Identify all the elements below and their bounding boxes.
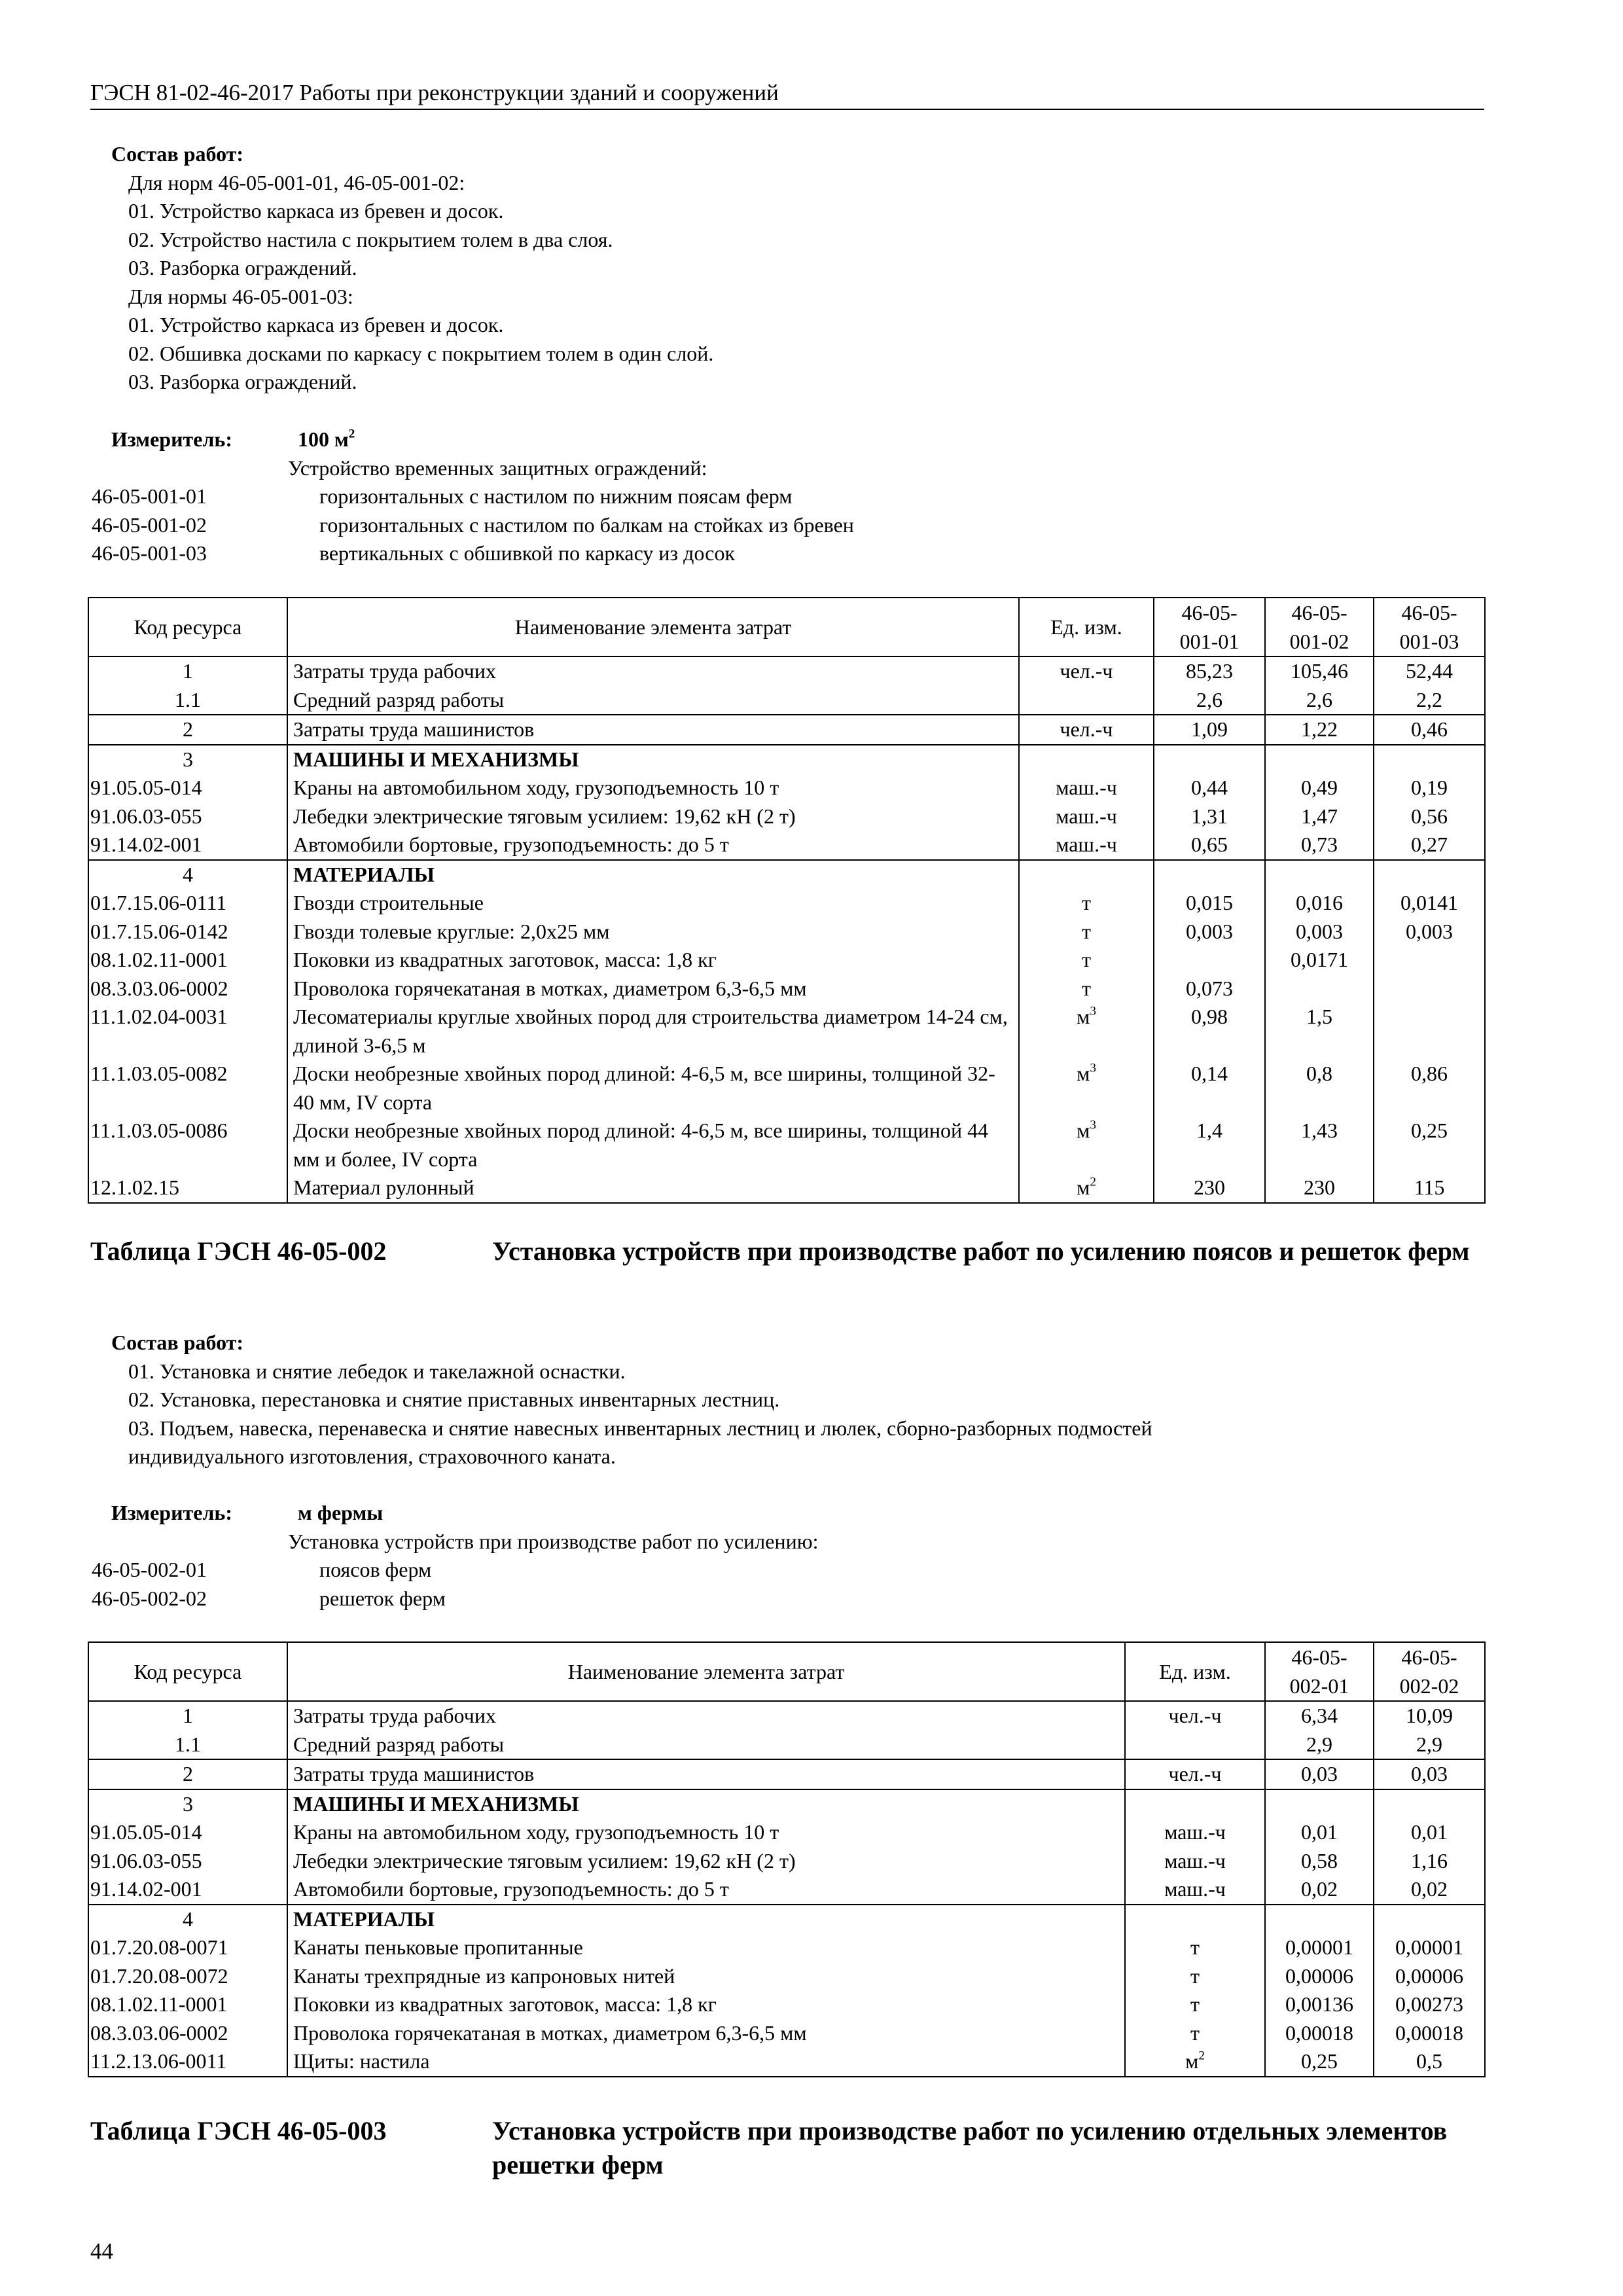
norm-value: 0,0171 (1265, 946, 1374, 975)
col-header: Код ресурса (88, 598, 287, 656)
norm-value: 105,46 (1265, 656, 1374, 686)
col-header: Наименование элемента затрат (287, 598, 1019, 656)
resource-code: 91.05.05-014 (88, 774, 287, 802)
norm-value: 0,03 (1374, 1759, 1485, 1789)
table-row (88, 1905, 1485, 1934)
norm-value: 0,8 (1265, 1060, 1374, 1117)
resource-name: Краны на автомобильном ходу, грузоподъемность 10 т (287, 1818, 1125, 1847)
work-composition-title: Состав работ: (111, 1331, 244, 1354)
norm-value (1374, 975, 1485, 1003)
norm-value (1374, 1003, 1485, 1060)
running-header: ГЭСН 81-02-46-2017 Работы при реконструкции зданий и сооружений (90, 77, 1484, 110)
resource-unit: чел.-ч (1019, 656, 1154, 686)
norm-value: 1,47 (1265, 802, 1374, 831)
resource-name: Автомобили бортовые, грузоподъемность: до 5 т (287, 831, 1019, 860)
resource-code: 01.7.15.06-0142 (88, 918, 287, 946)
norm-value: 1,43 (1265, 1117, 1374, 1174)
measure-label: Измеритель: (111, 1501, 232, 1524)
table-row (88, 1117, 1485, 1174)
col-header: Ед. изм. (1125, 1642, 1265, 1701)
col-header: 46-05- 002-02 (1374, 1642, 1485, 1701)
work-line: 02. Обшивка досками по каркасу с покрытием толем в один слой. (128, 341, 714, 365)
resource-unit: т (1125, 1990, 1265, 2019)
resource-unit (1125, 1789, 1265, 1819)
norm-value: 0,00006 (1265, 1962, 1374, 1991)
work-composition-2 (111, 1329, 1152, 1471)
resource-unit: т (1019, 918, 1154, 946)
table-title: Установка устройств при производстве работ по усилению отдельных элементов решетки ферм (492, 2116, 1448, 2179)
resource-unit (1125, 1905, 1265, 1934)
resource-code: 11.1.03.05-0086 (88, 1117, 287, 1174)
resource-code: 1.1 (88, 1731, 287, 1760)
norm-value: 1,31 (1154, 802, 1265, 831)
resource-name: Лебедки электрические тяговым усилием: 19,62 кН (2 т) (287, 1847, 1125, 1876)
resource-code: 1.1 (88, 686, 287, 715)
table-row (88, 975, 1485, 1003)
table-row (88, 831, 1485, 860)
measure-description: Устройство временных защитных ограждений: (288, 456, 707, 480)
resource-unit (1019, 860, 1154, 889)
resource-name: Затраты труда рабочих (287, 1701, 1125, 1731)
resource-name: Доски необрезные хвойных пород длиной: 4-6,5 м, все ширины, толщиной 32-40 мм, IV сорта (287, 1060, 1019, 1117)
work-line: Для нормы 46-05-001-03: (128, 284, 353, 308)
resource-code: 91.14.02-001 (88, 1875, 287, 1905)
resource-name: МАШИНЫ И МЕХАНИЗМЫ (287, 745, 1019, 774)
table-row (88, 2047, 1485, 2077)
table-row (88, 860, 1485, 889)
norm-value (1374, 860, 1485, 889)
resource-code: 12.1.02.15 (88, 1174, 287, 1203)
table-row (88, 715, 1485, 745)
resource-unit (1019, 745, 1154, 774)
norm-value: 0,00001 (1374, 1933, 1485, 1962)
norm-value: 0,86 (1374, 1060, 1485, 1117)
norm-value (1374, 946, 1485, 975)
resource-unit (1019, 686, 1154, 715)
norm-text: решеток ферм (319, 1586, 446, 1610)
norm-value: 0,58 (1265, 1847, 1374, 1876)
norm-value: 0,73 (1265, 831, 1374, 860)
table-row (88, 1731, 1485, 1760)
resource-name: Канаты трехпрядные из капроновых нитей (287, 1962, 1125, 1991)
resource-code: 08.3.03.06-0002 (88, 2019, 287, 2048)
resource-unit: $м^3$ (1019, 1117, 1154, 1174)
resource-unit: т (1125, 1933, 1265, 1962)
resource-name: Лебедки электрические тяговым усилием: 19,62 кН (2 т) (287, 802, 1019, 831)
work-line: 01. Устройство каркаса из бревен и досок. (128, 199, 504, 223)
resource-name: Средний разряд работы (287, 686, 1019, 715)
norm-value: 0,46 (1374, 715, 1485, 745)
norm-value: 1,5 (1265, 1003, 1374, 1060)
resource-code: 08.3.03.06-0002 (88, 975, 287, 1003)
table-row (88, 656, 1485, 686)
norm-value: 85,23 (1154, 656, 1265, 686)
norm-value (1265, 1789, 1374, 1819)
norm-value: 0,44 (1154, 774, 1265, 802)
resource-unit: маш.-ч (1019, 802, 1154, 831)
norm-value: 6,34 (1265, 1701, 1374, 1731)
norm-text: горизонтальных с настилом по нижним поясам ферм (319, 484, 793, 508)
resource-name: Автомобили бортовые, грузоподъемность: до 5 т (287, 1875, 1125, 1905)
norm-value: 0,01 (1265, 1818, 1374, 1847)
resource-code: 4 (88, 1905, 287, 1934)
norm-text: горизонтальных с настилом по балкам на стойках из бревен (319, 512, 854, 537)
col-header: Код ресурса (88, 1642, 287, 1701)
norm-value: 0,19 (1374, 774, 1485, 802)
norm-value: 10,09 (1374, 1701, 1485, 1731)
table-row (88, 774, 1485, 802)
resource-code: 4 (88, 860, 287, 889)
norm-code: 46-05-001-01 (92, 484, 207, 508)
norm-code: 46-05-001-02 (92, 512, 207, 537)
norm-value: 0,25 (1374, 1117, 1485, 1174)
norm-value: 1,09 (1154, 715, 1265, 745)
norm-value: 0,00006 (1374, 1962, 1485, 1991)
norm-value: 2,6 (1154, 686, 1265, 715)
norm-value: 0,003 (1265, 918, 1374, 946)
table-row (88, 1875, 1485, 1905)
resource-unit: $м^2$ (1125, 2047, 1265, 2077)
work-line: Для норм 46-05-001-01, 46-05-001-02: (128, 170, 465, 194)
resource-name: Щиты: настила (287, 2047, 1125, 2077)
resource-name: Гвозди толевые круглые: 2,0х25 мм (287, 918, 1019, 946)
resource-name: Проволока горячекатаная в мотках, диаметром 6,3-6,5 мм (287, 975, 1019, 1003)
resource-code: 08.1.02.11-0001 (88, 1990, 287, 2019)
resource-unit: маш.-ч (1125, 1875, 1265, 1905)
col-header: 46-05- 001-03 (1374, 598, 1485, 656)
resource-unit: $м^3$ (1019, 1060, 1154, 1117)
table-row (88, 1818, 1485, 1847)
norm-value: 1,22 (1265, 715, 1374, 745)
page-number: 44 (90, 2238, 113, 2264)
norm-value: 0,00018 (1374, 2019, 1485, 2048)
table-row (88, 1174, 1485, 1203)
resource-unit: т (1125, 2019, 1265, 2048)
norm-value: 52,44 (1374, 656, 1485, 686)
norm-value: 0,14 (1154, 1060, 1265, 1117)
norm-value: 0,00136 (1265, 1990, 1374, 2019)
work-line: 03. Разборка ограждений. (128, 256, 357, 279)
norm-code: 46-05-002-02 (92, 1586, 207, 1610)
table-row (88, 1847, 1485, 1876)
norm-value: 0,27 (1374, 831, 1485, 860)
norm-value: 0,65 (1154, 831, 1265, 860)
table-row (88, 745, 1485, 774)
work-composition-1 (111, 140, 713, 397)
resource-code: 3 (88, 1789, 287, 1819)
norm-value: 0,56 (1374, 802, 1485, 831)
resource-name: Лесоматериалы круглые хвойных пород для строительства диаметром 14-24 см, длиной 3-6,5 м (287, 1003, 1019, 1060)
resource-name: Материал рулонный (287, 1174, 1019, 1203)
resource-unit: $м^3$ (1019, 1003, 1154, 1060)
norm-code: 46-05-001-03 (92, 541, 207, 565)
norm-value: 0,03 (1265, 1759, 1374, 1789)
norm-value: 0,0141 (1374, 889, 1485, 918)
table-title: Установка устройств при производстве работ по усилению поясов и решеток ферм (492, 1236, 1470, 1266)
resource-unit: маш.-ч (1019, 774, 1154, 802)
norm-value: 0,003 (1154, 918, 1265, 946)
norm-text: поясов ферм (319, 1558, 432, 1581)
resource-code: 11.1.03.05-0082 (88, 1060, 287, 1117)
resource-name: МАТЕРИАЛЫ (287, 860, 1019, 889)
work-line: 02. Устройство настила с покрытием толем в два слоя. (128, 227, 613, 251)
measure-description: Установка устройств при производстве работ по усилению: (288, 1529, 819, 1553)
resource-unit: т (1125, 1962, 1265, 1991)
norm-value (1374, 1789, 1485, 1819)
norm-value (1265, 975, 1374, 1003)
resource-code: 1 (88, 1701, 287, 1731)
norm-value: 0,49 (1265, 774, 1374, 802)
norm-value: 0,5 (1374, 2047, 1485, 2077)
col-header: 46-05- 001-02 (1265, 598, 1374, 656)
resource-table-2 (88, 1641, 1486, 2077)
resource-code: 91.06.03-055 (88, 802, 287, 831)
resource-unit: маш.-ч (1125, 1818, 1265, 1847)
resource-unit: чел.-ч (1019, 715, 1154, 745)
resource-name: Затраты труда рабочих (287, 656, 1019, 686)
resource-table-1 (88, 597, 1486, 1204)
resource-code: 91.05.05-014 (88, 1818, 287, 1847)
table-label: Таблица ГЭСН 46-05-003 (90, 2116, 387, 2145)
norm-value: 0,01 (1374, 1818, 1485, 1847)
table-row (88, 802, 1485, 831)
resource-name: МАТЕРИАЛЫ (287, 1905, 1125, 1934)
table-row (88, 889, 1485, 918)
resource-unit: маш.-ч (1125, 1847, 1265, 1876)
resource-name: Поковки из квадратных заготовок, масса: 1,8 кг (287, 946, 1019, 975)
norm-value (1265, 745, 1374, 774)
resource-unit: маш.-ч (1019, 831, 1154, 860)
resource-code: 01.7.20.08-0071 (88, 1933, 287, 1962)
resource-unit: $м^2$ (1019, 1174, 1154, 1203)
table-row (88, 686, 1485, 715)
norm-value (1374, 1905, 1485, 1934)
resource-unit (1125, 1731, 1265, 1760)
resource-code: 1 (88, 656, 287, 686)
norm-value: 1,4 (1154, 1117, 1265, 1174)
work-line: 01. Устройство каркаса из бревен и досок. (128, 313, 504, 336)
norm-value: 230 (1154, 1174, 1265, 1203)
table-header-row (88, 1642, 1485, 1701)
resource-code: 08.1.02.11-0001 (88, 946, 287, 975)
table-row (88, 1933, 1485, 1962)
norm-value: 0,00001 (1265, 1933, 1374, 1962)
resource-name: Проволока горячекатаная в мотках, диаметром 6,3-6,5 мм (287, 2019, 1125, 2048)
norm-text: вертикальных с обшивкой по каркасу из досок (319, 541, 735, 565)
resource-unit: т (1019, 975, 1154, 1003)
norm-value: 0,00273 (1374, 1990, 1485, 2019)
norm-value: 0,073 (1154, 975, 1265, 1003)
table-row (88, 946, 1485, 975)
resource-unit: чел.-ч (1125, 1759, 1265, 1789)
work-line: 01. Установка и снятие лебедок и такелажной оснастки. (128, 1359, 626, 1383)
resource-code: 2 (88, 1759, 287, 1789)
resource-unit: т (1019, 889, 1154, 918)
resource-code: 11.1.02.04-0031 (88, 1003, 287, 1060)
norm-value (1154, 860, 1265, 889)
norm-value (1265, 860, 1374, 889)
norm-value: 0,98 (1154, 1003, 1265, 1060)
resource-code: 3 (88, 745, 287, 774)
resource-name: Затраты труда машинистов (287, 1759, 1125, 1789)
col-header: 46-05- 001-01 (1154, 598, 1265, 656)
norm-value: 230 (1265, 1174, 1374, 1203)
norm-value: 0,003 (1374, 918, 1485, 946)
work-line: индивидуального изготовления, страховочного каната. (128, 1444, 616, 1468)
resource-name: Канаты пеньковые пропитанные (287, 1933, 1125, 1962)
resource-code: 91.06.03-055 (88, 1847, 287, 1876)
measure-block-1 (92, 425, 854, 568)
norm-value: 2,2 (1374, 686, 1485, 715)
norm-value: 115 (1374, 1174, 1485, 1203)
resource-name: Поковки из квадратных заготовок, масса: 1,8 кг (287, 1990, 1125, 2019)
norm-value: 0,02 (1265, 1875, 1374, 1905)
resource-code: 11.2.13.06-0011 (88, 2047, 287, 2077)
table-header-row (88, 598, 1485, 656)
work-line: 03. Подъем, навеска, перенавеска и снятие навесных инвентарных лестниц и люлек, сборно-разборных подмостей (128, 1416, 1152, 1440)
measure-unit: м фермы (298, 1501, 383, 1524)
norm-value: 0,00018 (1265, 2019, 1374, 2048)
norm-value: 0,015 (1154, 889, 1265, 918)
resource-name: Средний разряд работы (287, 1731, 1125, 1760)
resource-unit: чел.-ч (1125, 1701, 1265, 1731)
resource-code: 91.14.02-001 (88, 831, 287, 860)
col-header: 46-05- 002-01 (1265, 1642, 1374, 1701)
norm-value: 0,02 (1374, 1875, 1485, 1905)
table-row (88, 1759, 1485, 1789)
norm-value: 0,25 (1265, 2047, 1374, 2077)
norm-value: 0,016 (1265, 889, 1374, 918)
resource-name: Доски необрезные хвойных пород длиной: 4-6,5 м, все ширины, толщиной 44 мм и более, IV сорта (287, 1117, 1019, 1174)
resource-name: Затраты труда машинистов (287, 715, 1019, 745)
table-row (88, 1789, 1485, 1819)
measure-unit: 100 $м^2$ (298, 427, 355, 451)
resource-name: МАШИНЫ И МЕХАНИЗМЫ (287, 1789, 1125, 1819)
table-row (88, 1003, 1485, 1060)
col-header: Наименование элемента затрат (287, 1642, 1125, 1701)
norm-value (1154, 946, 1265, 975)
resource-code: 2 (88, 715, 287, 745)
measure-block-2 (92, 1499, 819, 1613)
work-line: 02. Установка, перестановка и снятие приставных инвентарных лестниц. (128, 1388, 780, 1411)
resource-unit: т (1019, 946, 1154, 975)
norm-value (1154, 745, 1265, 774)
norm-value (1374, 745, 1485, 774)
measure-label: Измеритель: (111, 427, 232, 451)
resource-code: 01.7.15.06-0111 (88, 889, 287, 918)
norm-value: 2,6 (1265, 686, 1374, 715)
table-row (88, 1990, 1485, 2019)
table-row (88, 1962, 1485, 1991)
resource-code: 01.7.20.08-0072 (88, 1962, 287, 1991)
resource-name: Краны на автомобильном ходу, грузоподъемность 10 т (287, 774, 1019, 802)
norm-value (1265, 1905, 1374, 1934)
table-row (88, 1060, 1485, 1117)
table-row (88, 2019, 1485, 2048)
work-composition-title: Состав работ: (111, 142, 244, 166)
norm-value: 2,9 (1265, 1731, 1374, 1760)
resource-name: Гвозди строительные (287, 889, 1019, 918)
table-label: Таблица ГЭСН 46-05-002 (90, 1236, 387, 1266)
norm-code: 46-05-002-01 (92, 1558, 207, 1581)
table-row (88, 918, 1485, 946)
work-line: 03. Разборка ограждений. (128, 370, 357, 393)
table-row (88, 1701, 1485, 1731)
norm-value: 1,16 (1374, 1847, 1485, 1876)
col-header: Ед. изм. (1019, 598, 1154, 656)
norm-value: 2,9 (1374, 1731, 1485, 1760)
